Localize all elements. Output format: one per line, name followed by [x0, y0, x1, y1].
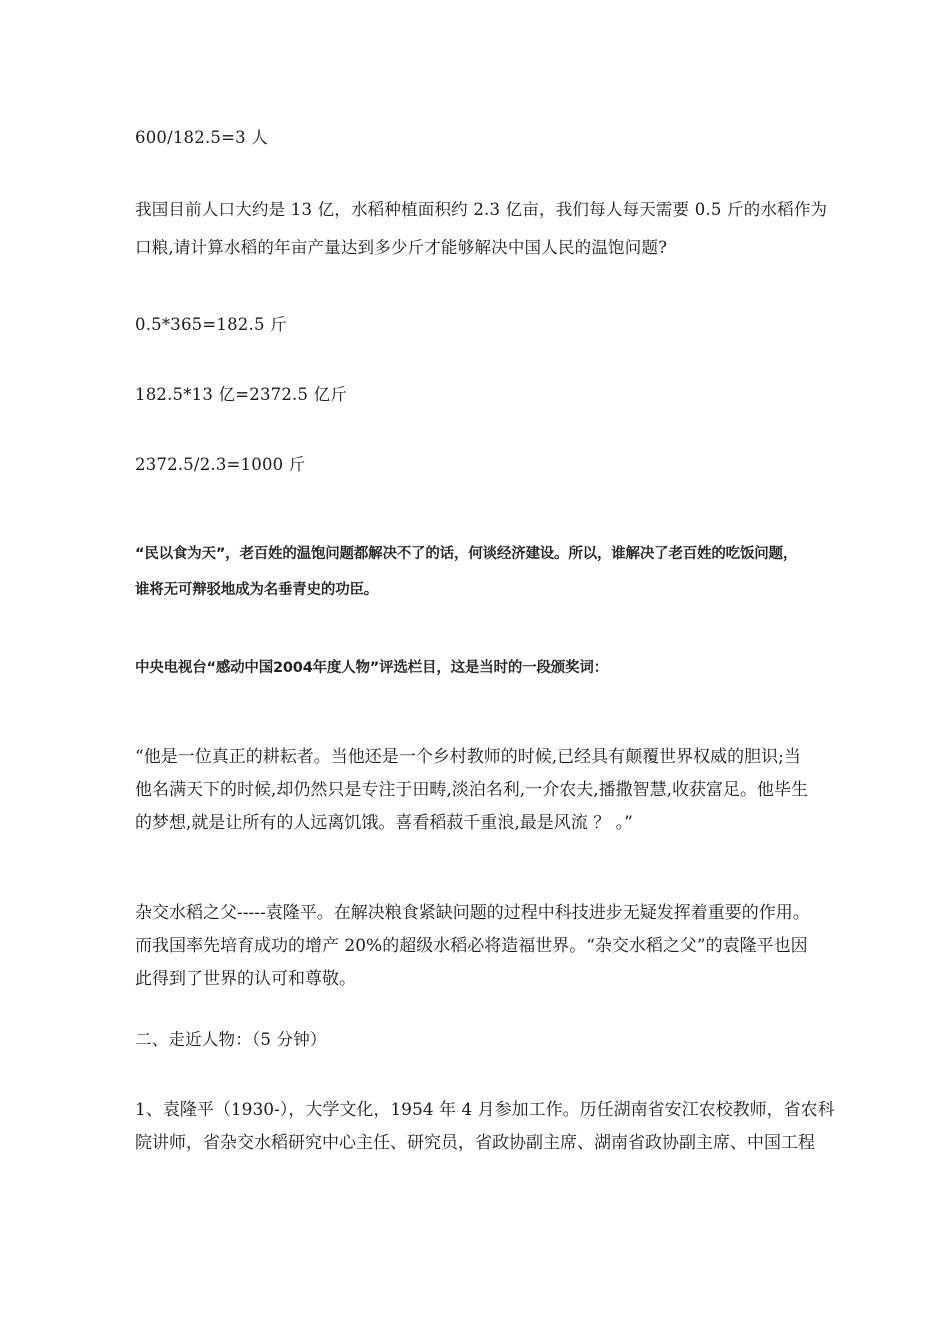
bio-paragraph: [135, 1094, 835, 1160]
bio-line-2: 院讲师，省杂交水稻研究中心主任、研究员，省政协副主席、湖南省政协副主席、中国工程: [135, 1133, 815, 1153]
award-citation-line-2: 他名满天下的时候,却仍然只是专注于田畴,淡泊名利,一介农夫,播撒智慧,收获富足。他毕生: [135, 780, 809, 800]
question-line-1: 我国目前人口大约是 13 亿，水稻种植面积约 2.3 亿亩，我们每人每天需要 0.5 斤的水稻作为: [135, 200, 828, 219]
award-citation-line-1: “他是一位真正的耕耘者。当他还是一个乡村教师的时候,已经具有颠覆世界权威的胆识;当: [135, 747, 801, 767]
calc-line-total: 182.5*13 亿=2372.5 亿斤: [135, 385, 348, 404]
yuan-paragraph-line-1: 杂交水稻之父-----袁隆平。在解决粮食紧缺问题的过程中科技进步无疑发挥着重要的作用。: [135, 903, 810, 923]
award-citation: [135, 741, 825, 840]
quote-food-line-1: “民以食为天”，老百姓的温饱问题都解决不了的话，何谈经济建设。所以，谁解决了老百姓的吃饭问题，: [135, 546, 798, 562]
award-citation-line-3: 的梦想,就是让所有的人远离饥饿。喜看稻菽千重浪,最是风流 ？ 。”: [135, 813, 633, 833]
section-heading: 二、走近人物：（5 分钟）: [135, 1030, 327, 1049]
yuan-paragraph-line-2: 而我国率先培育成功的增产 20%的超级水稻必将造福世界。“杂交水稻之父”的袁隆平也因: [135, 936, 808, 956]
bio-line-1: 1、袁隆平（1930-），大学文化，1954 年 4 月参加工作。历任湖南省安江农校教师，省农科: [135, 1100, 835, 1120]
calc-line-people: 600/182.5=3 人: [135, 128, 268, 147]
yuan-paragraph-line-3: 此得到了世界的认可和尊敬。: [135, 969, 356, 989]
question-line-2: 口粮,请计算水稻的年亩产量达到多少斤才能够解决中国人民的温饱问题?: [135, 238, 668, 257]
calc-line-yield: 2372.5/2.3=1000 斤: [135, 455, 306, 474]
cctv-award-intro: 中央电视台“感动中国2004年度人物”评选栏目，这是当时的一段颁奖词：: [135, 660, 608, 676]
yuan-longping-paragraph: [135, 897, 825, 996]
calc-line-daily: 0.5*365=182.5 斤: [135, 315, 287, 334]
quote-food-line-2: 谁将无可辩驳地成为名垂青史的功臣。: [135, 582, 379, 598]
